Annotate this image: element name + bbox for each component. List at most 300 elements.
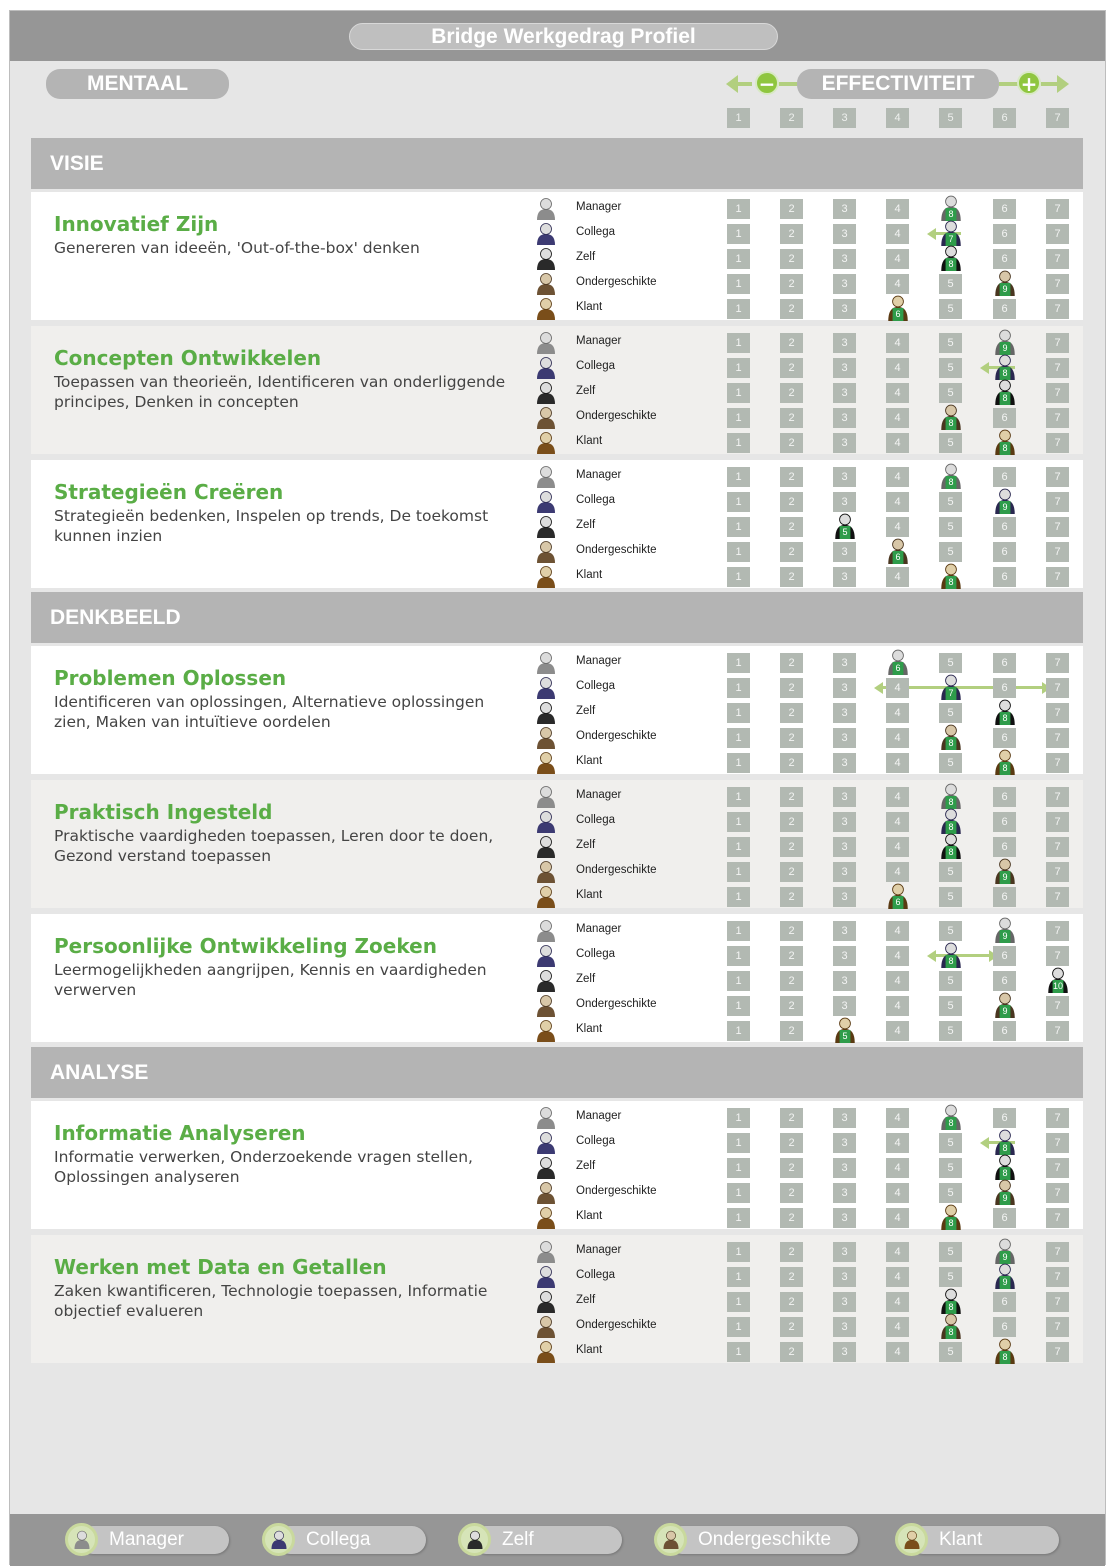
- legend-label: Zelf: [502, 1529, 534, 1550]
- score-marker-value: 9: [1002, 1277, 1008, 1287]
- competency-block: [31, 646, 1083, 774]
- scale-box: 7: [1046, 467, 1069, 487]
- scale-box: 2: [780, 728, 803, 748]
- competency-description: Zaken kwantificeren, Technologie toepassen, Informatie objectief evalueren: [54, 1282, 488, 1320]
- competency-block: [31, 1235, 1083, 1363]
- manager-icon: [534, 1239, 558, 1263]
- competency-title: Praktisch Ingesteld: [54, 800, 273, 824]
- scale-box: 4: [886, 1021, 909, 1041]
- scale-box: 1: [727, 517, 750, 537]
- score-marker: [885, 295, 911, 321]
- score-marker: [938, 674, 964, 700]
- score-marker: [938, 404, 964, 430]
- scale-box: 3: [833, 467, 856, 487]
- collega-icon: [534, 489, 558, 513]
- scale-box: 6: [993, 1208, 1016, 1228]
- report-frame: [9, 10, 1106, 1565]
- collega-icon: [534, 355, 558, 379]
- scale-box: 1: [727, 1267, 750, 1287]
- zelf-icon: [534, 1155, 558, 1179]
- manager-icon: [534, 1105, 558, 1129]
- competency-description: Identificeren van oplossingen, Alternatieve oplossingen zien, Maken van intuïtieve oordelen: [54, 693, 485, 731]
- scale-box: 5: [939, 333, 962, 353]
- score-marker: [992, 379, 1018, 405]
- scale-box: 3: [833, 199, 856, 219]
- scale-box: 2: [780, 1108, 803, 1128]
- role-label: Klant: [576, 755, 603, 767]
- scale-box: 4: [886, 703, 909, 723]
- scale-box: 7: [1046, 703, 1069, 723]
- scale-box: 7: [1046, 408, 1069, 428]
- collega-icon: [534, 1130, 558, 1154]
- scale-box: 2: [780, 1292, 803, 1312]
- scale-box: 7: [1046, 299, 1069, 319]
- role-label: Zelf: [576, 839, 596, 851]
- competency-title: Persoonlijke Ontwikkeling Zoeken: [54, 934, 437, 958]
- role-label: Klant: [576, 1344, 603, 1356]
- score-marker: [938, 1204, 964, 1230]
- role-label: Klant: [576, 1023, 603, 1035]
- scale-box: 5: [939, 542, 962, 562]
- role-label: Manager: [576, 1110, 622, 1122]
- scale-box: 7: [1046, 753, 1069, 773]
- role-label: Zelf: [576, 519, 596, 531]
- scale-box: 5: [939, 1342, 962, 1362]
- scale-box: 2: [780, 1267, 803, 1287]
- scale-box: 5: [939, 971, 962, 991]
- role-label: Zelf: [576, 1294, 596, 1306]
- score-marker-value: 6: [895, 309, 901, 319]
- range-arrow-left-icon: [874, 682, 883, 694]
- scale-box: 5: [939, 517, 962, 537]
- scale-box: 7: [1046, 862, 1069, 882]
- role-label: Ondergeschikte: [576, 864, 657, 876]
- role-label: Ondergeschikte: [576, 1185, 657, 1197]
- scale-box: 2: [780, 996, 803, 1016]
- scale-box: 3: [833, 433, 856, 453]
- scale-box: 7: [1046, 1021, 1069, 1041]
- scale-box: 5: [939, 996, 962, 1016]
- role-label: Klant: [576, 569, 603, 581]
- scale-header-6: 6: [993, 108, 1016, 128]
- scale-box: 6: [993, 1292, 1016, 1312]
- collega-icon: [534, 1264, 558, 1288]
- scale-box: 3: [833, 358, 856, 378]
- scale-box: 6: [993, 678, 1016, 698]
- scale-box: 6: [993, 812, 1016, 832]
- scale-box: 1: [727, 653, 750, 673]
- manager-icon: [534, 784, 558, 808]
- score-marker-value: 8: [948, 847, 954, 857]
- scale-box: 3: [833, 787, 856, 807]
- scale-box: 4: [886, 517, 909, 537]
- scale-box: 6: [993, 946, 1016, 966]
- competency-description: Toepassen van theorieën, Identificeren van onderliggende principes, Denken in concepten: [54, 373, 506, 411]
- scale-box: 1: [727, 1317, 750, 1337]
- ondergeschikte-icon: [534, 405, 558, 429]
- competency-description: Informatie verwerken, Onderzoekende vragen stellen, Oplossingen analyseren: [54, 1148, 473, 1186]
- scale-box: 3: [833, 921, 856, 941]
- scale-box: 7: [1046, 653, 1069, 673]
- score-marker-value: 9: [1002, 1252, 1008, 1262]
- score-marker-value: 8: [948, 477, 954, 487]
- scale-box: 1: [727, 678, 750, 698]
- zelf-icon: [534, 514, 558, 538]
- score-marker-value: 9: [1002, 931, 1008, 941]
- score-marker-value: 8: [1002, 1168, 1008, 1178]
- scale-box: 4: [886, 1242, 909, 1262]
- role-label: Collega: [576, 814, 615, 826]
- scale-box: 2: [780, 467, 803, 487]
- scale-box: 4: [886, 383, 909, 403]
- score-marker-value: 6: [895, 663, 901, 673]
- scale-box: 2: [780, 678, 803, 698]
- scale-box: 4: [886, 996, 909, 1016]
- scale-box: 2: [780, 1133, 803, 1153]
- scale-box: 2: [780, 299, 803, 319]
- scale-box: 3: [833, 567, 856, 587]
- scale-box: 5: [939, 887, 962, 907]
- score-marker-value: 8: [1002, 713, 1008, 723]
- score-marker-value: 5: [842, 527, 848, 537]
- role-label: Klant: [576, 301, 603, 313]
- role-label: Manager: [576, 1244, 622, 1256]
- score-marker-value: 9: [1002, 872, 1008, 882]
- scale-box: 1: [727, 492, 750, 512]
- scale-box: 3: [833, 492, 856, 512]
- scale-box: 4: [886, 358, 909, 378]
- arrow-left-line: [736, 82, 752, 86]
- scale-box: 2: [780, 1242, 803, 1262]
- klant-icon: [534, 750, 558, 774]
- scale-box: 2: [780, 971, 803, 991]
- role-label: Ondergeschikte: [576, 1319, 657, 1331]
- scale-box: 2: [780, 862, 803, 882]
- scale-box: 2: [780, 921, 803, 941]
- competency-description: Leermogelijkheden aangrijpen, Kennis en vaardigheden verwerven: [54, 961, 487, 999]
- score-marker: [938, 1313, 964, 1339]
- scale-box: 7: [1046, 1158, 1069, 1178]
- score-marker-value: 8: [1002, 443, 1008, 453]
- klant-icon: [534, 884, 558, 908]
- score-marker-value: 8: [948, 418, 954, 428]
- scale-box: 3: [833, 1292, 856, 1312]
- scale-box: 7: [1046, 1342, 1069, 1362]
- scale-header-4: 4: [886, 108, 909, 128]
- scale-header-3: 3: [833, 108, 856, 128]
- scale-box: 1: [727, 921, 750, 941]
- scale-box: 6: [993, 653, 1016, 673]
- score-marker: [938, 220, 964, 246]
- scale-box: 6: [993, 199, 1016, 219]
- scale-box: 6: [993, 517, 1016, 537]
- scale-box: 1: [727, 567, 750, 587]
- arrow-right-icon: [1057, 75, 1069, 93]
- scale-box: 4: [886, 333, 909, 353]
- scale-box: 2: [780, 787, 803, 807]
- score-marker-value: 8: [1002, 393, 1008, 403]
- score-marker-value: 8: [948, 1118, 954, 1128]
- scale-box: 3: [833, 1183, 856, 1203]
- legend-label: Collega: [306, 1529, 371, 1550]
- score-marker-value: 9: [1002, 284, 1008, 294]
- role-label: Collega: [576, 226, 615, 238]
- scale-box: 2: [780, 408, 803, 428]
- competency-description: Strategieën bedenken, Inspelen op trends, De toekomst kunnen inzien: [54, 507, 489, 545]
- scale-header-2: 2: [780, 108, 803, 128]
- scale-box: 3: [833, 299, 856, 319]
- scale-box: 1: [727, 358, 750, 378]
- scale-box: 5: [939, 653, 962, 673]
- klant-icon: [895, 1523, 928, 1556]
- score-marker: [992, 1338, 1018, 1364]
- scale-box: 1: [727, 467, 750, 487]
- scale-box: 5: [939, 1133, 962, 1153]
- score-marker: [992, 1263, 1018, 1289]
- scale-box: 7: [1046, 1317, 1069, 1337]
- scale-box: 1: [727, 1133, 750, 1153]
- scale-box: 5: [939, 1021, 962, 1041]
- scale-box: 6: [993, 467, 1016, 487]
- legend-item-collega: [262, 1523, 426, 1556]
- score-marker-value: 8: [948, 577, 954, 587]
- scale-box: 7: [1046, 224, 1069, 244]
- score-marker-value: 6: [895, 897, 901, 907]
- legend-item-zelf: [458, 1523, 622, 1556]
- role-label: Ondergeschikte: [576, 410, 657, 422]
- scale-box: 4: [886, 199, 909, 219]
- scale-box: 4: [886, 274, 909, 294]
- competency-title: Innovatief Zijn: [54, 212, 219, 236]
- scale-box: 4: [886, 1133, 909, 1153]
- scale-box: 3: [833, 333, 856, 353]
- scale-box: 7: [1046, 1208, 1069, 1228]
- role-label: Collega: [576, 948, 615, 960]
- competency-block: [31, 780, 1083, 908]
- range-arrow-left-icon: [927, 228, 936, 240]
- role-label: Manager: [576, 201, 622, 213]
- scale-box: 1: [727, 408, 750, 428]
- scale-box: 3: [833, 1133, 856, 1153]
- score-marker-value: 9: [1002, 343, 1008, 353]
- score-marker-value: 8: [948, 797, 954, 807]
- scale-box: 1: [727, 812, 750, 832]
- score-marker: [992, 1179, 1018, 1205]
- scale-box: 3: [833, 408, 856, 428]
- score-marker: [992, 270, 1018, 296]
- zelf-icon: [534, 246, 558, 270]
- score-marker-value: 9: [1002, 502, 1008, 512]
- scale-box: 2: [780, 703, 803, 723]
- scale-box: 1: [727, 1292, 750, 1312]
- scale-box: 2: [780, 224, 803, 244]
- scale-box: 4: [886, 1342, 909, 1362]
- category-header: DENKBEELD: [31, 592, 1083, 643]
- scale-box: 3: [833, 753, 856, 773]
- scale-box: 2: [780, 199, 803, 219]
- scale-box: 7: [1046, 1108, 1069, 1128]
- ondergeschikte-icon: [534, 859, 558, 883]
- scale-box: 5: [939, 492, 962, 512]
- collega-icon: [534, 809, 558, 833]
- scale-box: 2: [780, 542, 803, 562]
- scale-box: 4: [886, 1267, 909, 1287]
- scale-box: 3: [833, 274, 856, 294]
- scale-box: 1: [727, 1108, 750, 1128]
- collega-icon: [534, 675, 558, 699]
- scale-box: 5: [939, 299, 962, 319]
- scale-box: 7: [1046, 517, 1069, 537]
- legend-item-klant: [895, 1523, 1059, 1556]
- manager-icon: [534, 918, 558, 942]
- scale-box: 7: [1046, 946, 1069, 966]
- scale-box: 7: [1046, 433, 1069, 453]
- role-label: Ondergeschikte: [576, 276, 657, 288]
- scale-box: 3: [833, 971, 856, 991]
- scale-box: 4: [886, 971, 909, 991]
- scale-header-5: 5: [939, 108, 962, 128]
- ondergeschikte-icon: [534, 993, 558, 1017]
- legend-item-ondergeschikte: [654, 1523, 858, 1556]
- score-marker: [938, 808, 964, 834]
- legend-pill: [472, 1526, 622, 1554]
- scale-box: 3: [833, 1108, 856, 1128]
- zelf-icon: [534, 968, 558, 992]
- arrow-right-line: [1041, 82, 1057, 86]
- scale-box: 1: [727, 703, 750, 723]
- score-marker: [938, 833, 964, 859]
- scale-box: 3: [833, 678, 856, 698]
- competency-description: Genereren van ideeën, 'Out-of-the-box' denken: [54, 239, 420, 257]
- arrow-mid-left-line: [779, 82, 799, 86]
- category-header: VISIE: [31, 138, 1083, 189]
- arrow-mid-right-line: [999, 82, 1019, 86]
- scale-box: 3: [833, 542, 856, 562]
- score-marker-value: 9: [1002, 1006, 1008, 1016]
- scale-box: 3: [833, 837, 856, 857]
- collega-icon: [534, 943, 558, 967]
- scale-box: 2: [780, 433, 803, 453]
- klant-icon: [534, 1205, 558, 1229]
- scale-box: 2: [780, 1317, 803, 1337]
- score-marker-value: 8: [948, 209, 954, 219]
- scale-box: 2: [780, 946, 803, 966]
- legend-pill: [909, 1526, 1059, 1554]
- scale-box: 1: [727, 383, 750, 403]
- scale-box: 7: [1046, 383, 1069, 403]
- role-label: Manager: [576, 923, 622, 935]
- scale-box: 6: [993, 249, 1016, 269]
- scale-box: 3: [833, 1342, 856, 1362]
- range-arrow-left-icon: [980, 1137, 989, 1149]
- scale-box: 7: [1046, 678, 1069, 698]
- legend-bar: [10, 1514, 1105, 1566]
- page-title: Bridge Werkgedrag Profiel: [349, 23, 778, 50]
- scale-box: 4: [886, 728, 909, 748]
- score-marker: [832, 1017, 858, 1043]
- scale-box: 2: [780, 812, 803, 832]
- scale-box: 4: [886, 812, 909, 832]
- scale-box: 7: [1046, 333, 1069, 353]
- competency-title: Concepten Ontwikkelen: [54, 346, 322, 370]
- scale-box: 7: [1046, 358, 1069, 378]
- scale-box: 3: [833, 1158, 856, 1178]
- scale-box: 4: [886, 1292, 909, 1312]
- collega-icon: [262, 1523, 295, 1556]
- scale-box: 2: [780, 358, 803, 378]
- competency-block: [31, 460, 1083, 588]
- scale-box: 5: [939, 862, 962, 882]
- scale-box: 1: [727, 971, 750, 991]
- competency-block: [31, 192, 1083, 320]
- score-marker-value: 8: [948, 1302, 954, 1312]
- role-label: Klant: [576, 1210, 603, 1222]
- scale-box: 1: [727, 946, 750, 966]
- scale-box: 2: [780, 1158, 803, 1178]
- role-label: Manager: [576, 789, 622, 801]
- scale-box: 2: [780, 753, 803, 773]
- scale-box: 5: [939, 358, 962, 378]
- role-label: Zelf: [576, 1160, 596, 1172]
- role-label: Manager: [576, 655, 622, 667]
- score-marker: [992, 329, 1018, 355]
- scale-box: 5: [939, 921, 962, 941]
- zelf-icon: [534, 700, 558, 724]
- score-marker-value: 7: [948, 688, 954, 698]
- scale-box: 2: [780, 653, 803, 673]
- role-label: Ondergeschikte: [576, 998, 657, 1010]
- scale-box: 7: [1046, 492, 1069, 512]
- scale-box: 1: [727, 274, 750, 294]
- scale-box: 7: [1046, 199, 1069, 219]
- range-arrow-left-icon: [980, 362, 989, 374]
- manager-icon: [65, 1523, 98, 1556]
- scale-box: 2: [780, 333, 803, 353]
- role-label: Zelf: [576, 973, 596, 985]
- role-label: Zelf: [576, 705, 596, 717]
- scale-box: 6: [993, 1108, 1016, 1128]
- scale-box: 3: [833, 887, 856, 907]
- scale-box: 6: [993, 971, 1016, 991]
- scale-box: 1: [727, 728, 750, 748]
- scale-box: 4: [886, 408, 909, 428]
- manager-icon: [534, 330, 558, 354]
- role-label: Collega: [576, 1135, 615, 1147]
- scale-box: 1: [727, 787, 750, 807]
- scale-box: 4: [886, 862, 909, 882]
- scale-box: 3: [833, 996, 856, 1016]
- score-marker: [992, 429, 1018, 455]
- scale-box: 3: [833, 1317, 856, 1337]
- legend-label: Manager: [109, 1529, 184, 1550]
- scale-box: 1: [727, 1158, 750, 1178]
- scale-box: 2: [780, 1183, 803, 1203]
- minus-icon: −: [755, 71, 779, 95]
- legend-item-manager: [65, 1523, 229, 1556]
- scale-box: 5: [939, 433, 962, 453]
- klant-icon: [534, 296, 558, 320]
- scale-box: 3: [833, 812, 856, 832]
- score-marker-value: 8: [948, 1218, 954, 1228]
- scale-box: 6: [993, 787, 1016, 807]
- scale-box: 4: [886, 787, 909, 807]
- scale-box: 5: [939, 1158, 962, 1178]
- scale-box: 7: [1046, 274, 1069, 294]
- scale-box: 1: [727, 1242, 750, 1262]
- role-label: Collega: [576, 494, 615, 506]
- score-marker: [938, 1288, 964, 1314]
- scale-box: 2: [780, 837, 803, 857]
